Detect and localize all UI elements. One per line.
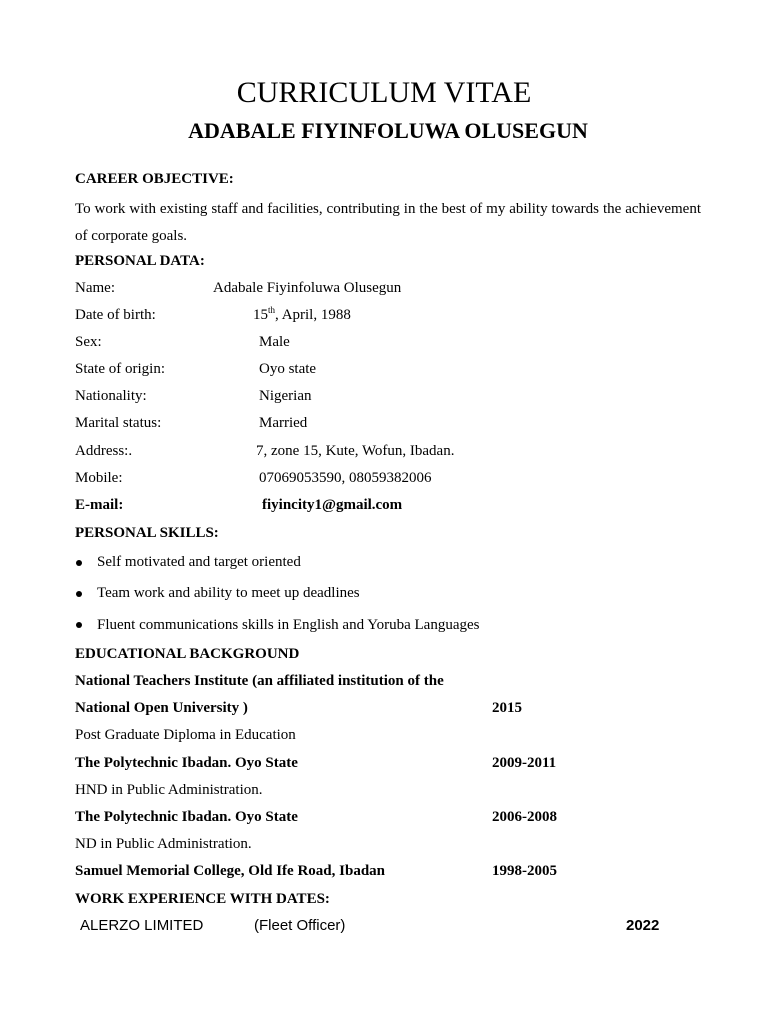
education-qualification: Post Graduate Diploma in Education <box>75 727 296 743</box>
work-role: (Fleet Officer) <box>254 917 346 934</box>
education-institution: National Open University ) <box>75 700 248 716</box>
career-objective-text: To work with existing staff and facilities, contributing in the best of my ability towards the achievement of corporate goals. <box>75 201 701 244</box>
state-of-origin-label: State of origin: <box>75 361 165 377</box>
state-of-origin-value: Oyo state <box>259 361 317 377</box>
bullet-icon <box>76 622 82 628</box>
nationality-label: Nationality: <box>75 388 147 404</box>
dob-value <box>253 305 351 325</box>
education-year: 2015 <box>492 700 522 716</box>
education-year: 2006-2008 <box>492 809 557 825</box>
nationality-value: Nigerian <box>259 388 312 404</box>
education-institution: National Teachers Institute (an affiliated institution of the <box>75 673 444 689</box>
document-title: CURRICULUM VITAE <box>236 76 532 109</box>
dob-rest: , April, 1988 <box>275 307 351 323</box>
bullet-icon <box>76 591 82 597</box>
education-year: 2009-2011 <box>492 755 557 771</box>
work-company: ALERZO LIMITED <box>80 917 204 934</box>
work-experience-heading: WORK EXPERIENCE WITH DATES: <box>75 891 330 907</box>
career-objective-heading: CAREER OBJECTIVE: <box>75 171 234 187</box>
education-qualification: HND in Public Administration. <box>75 782 263 798</box>
personal-skills-heading: PERSONAL SKILLS: <box>75 525 219 541</box>
work-year: 2022 <box>626 917 660 934</box>
mobile-value: 07069053590, 08059382006 <box>259 470 432 486</box>
address-value: 7, zone 15, Kute, Wofun, Ibadan. <box>256 443 455 459</box>
marital-status-label: Marital status: <box>75 415 162 431</box>
skill-item: Team work and ability to meet up deadlines <box>97 585 360 601</box>
education-institution: Samuel Memorial College, Old Ife Road, Ibadan <box>75 863 385 879</box>
education-institution: The Polytechnic Ibadan. Oyo State <box>75 809 298 825</box>
candidate-name: ADABALE FIYINFOLUWA OLUSEGUN <box>188 118 588 143</box>
sex-label: Sex: <box>75 334 102 350</box>
email-label: E-mail: <box>75 497 124 513</box>
dob-label: Date of birth: <box>75 307 156 323</box>
email-value: fiyincity1@gmail.com <box>262 497 403 513</box>
education-institution: The Polytechnic Ibadan. Oyo State <box>75 755 298 771</box>
marital-status-value: Married <box>259 415 308 431</box>
skill-item: Self motivated and target oriented <box>97 554 301 570</box>
address-label: Address:. <box>75 443 133 459</box>
education-heading: EDUCATIONAL BACKGROUND <box>75 646 300 662</box>
education-year: 1998-2005 <box>492 863 557 879</box>
dob-suffix: th <box>268 305 276 315</box>
skill-item: Fluent communications skills in English and Yoruba Languages <box>97 617 480 633</box>
mobile-label: Mobile: <box>75 470 123 486</box>
education-qualification: ND in Public Administration. <box>75 836 252 852</box>
bullet-icon <box>76 560 82 566</box>
sex-value: Male <box>259 334 290 350</box>
dob-day: 15 <box>253 307 268 323</box>
name-value: Adabale Fiyinfoluwa Olusegun <box>213 280 402 296</box>
name-label: Name: <box>75 280 115 296</box>
personal-data-heading: PERSONAL DATA: <box>75 253 205 269</box>
